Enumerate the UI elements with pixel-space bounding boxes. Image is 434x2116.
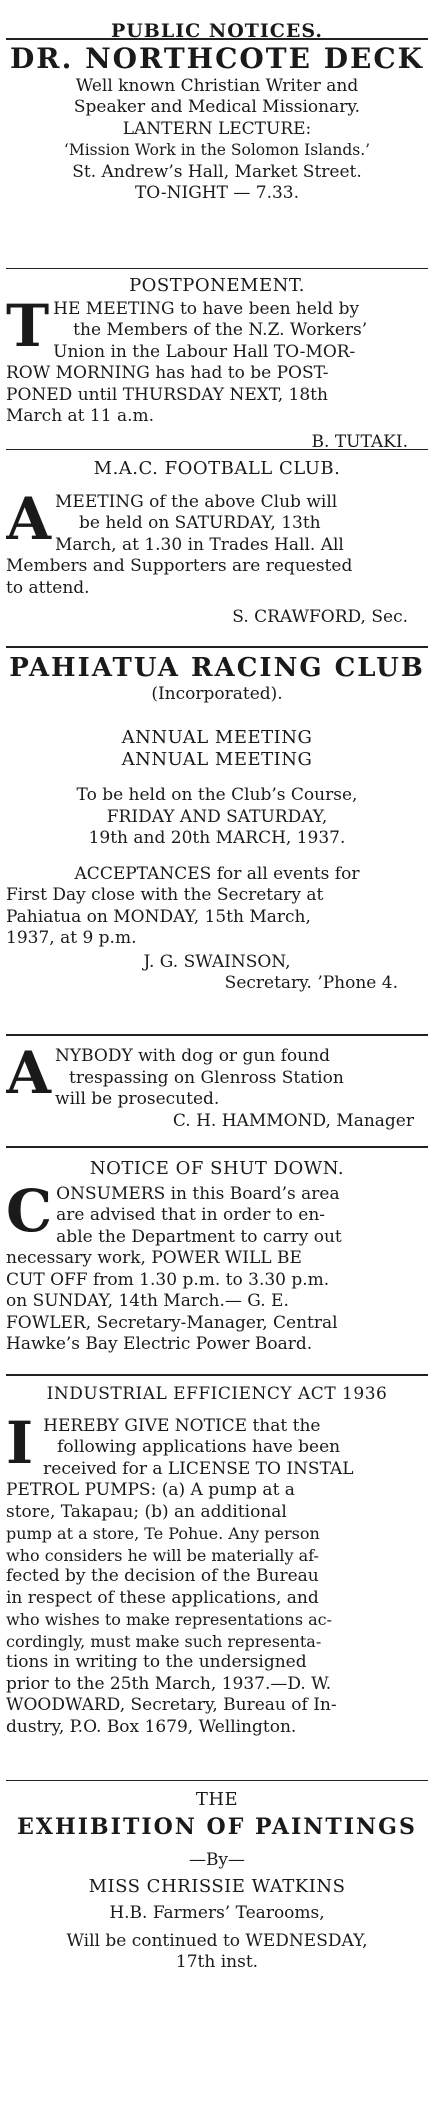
racing-meeting: ANNUAL MEETING [121, 749, 313, 770]
industrial-heading: INDUSTRIAL EFFICIENCY ACT 1936 [46, 1384, 388, 1404]
deck-line: TO-NIGHT — 7.33. [134, 183, 300, 203]
exhibition-title: EXHIBITION OF PAINTINGS [17, 1813, 417, 1840]
postponement-line: March at 11 a.m. [6, 406, 155, 426]
mac-line: to attend. [6, 577, 90, 598]
racing-line: 19th and 20th MARCH, 1937. [88, 828, 346, 848]
notice-shut-down [6, 1148, 428, 1374]
racing-signature-name: J. G. SWAINSON, [143, 951, 291, 972]
industrial-line: pump at a store, Te Pohue. Any person [6, 1524, 320, 1543]
exhibition-line: 17th inst. [175, 1952, 259, 1972]
postponement-line: the Members of the N.Z. Workers’ [73, 320, 368, 340]
industrial-line: who considers he will be materially af- [6, 1545, 319, 1565]
deck-line: Well known Christian Writer and [75, 75, 359, 96]
trespass-line: will be prosecuted. [55, 1089, 220, 1109]
racing-line: Pahiatua on MONDAY, 15th March, [6, 906, 311, 927]
racing-line: To be held on the Club’s Course, [76, 785, 358, 805]
racing-line: First Day close with the Secretary at [6, 885, 324, 905]
deck-line: ‘Mission Work in the Solomon Islands.’ [63, 141, 371, 159]
industrial-line: tions in writing to the undersigned [6, 1652, 307, 1672]
industrial-line: PETROL PUMPS: (a) A pump at a [6, 1480, 295, 1500]
shutdown-dropcap: C [6, 1176, 53, 1245]
industrial-line: following applications have been [57, 1437, 341, 1457]
shutdown-heading: NOTICE OF SHUT DOWN. [89, 1158, 345, 1179]
racing-line: ACCEPTANCES for all events for [74, 863, 360, 884]
shutdown-line: ONSUMERS in this Board’s area [56, 1183, 340, 1204]
industrial-line: WOODWARD, Secretary, Bureau of In- [6, 1695, 337, 1715]
shutdown-line: on SUNDAY, 14th March.— G. E. [6, 1291, 289, 1311]
mac-line: March, at 1.30 in Trades Hall. All [55, 534, 344, 555]
exhibition-name: MISS CHRISSIE WATKINS [88, 1875, 346, 1897]
mac-line: be held on SATURDAY, 13th [79, 513, 321, 533]
shutdown-line: necessary work, POWER WILL BE [6, 1248, 302, 1268]
postponement-signature: B. TUTAKI. [311, 431, 408, 449]
shutdown-line: are advised that in order to en- [56, 1205, 326, 1225]
industrial-line: in respect of these applications, and [6, 1587, 319, 1608]
postponement-heading: POSTPONEMENT. [129, 275, 305, 296]
mac-line: Members and Supporters are requested [6, 556, 353, 576]
mac-signature: S. CRAWFORD, Sec. [232, 607, 408, 627]
exhibition-line: Will be continued to WEDNESDAY, [66, 1930, 368, 1951]
exhibition-the: THE [195, 1789, 239, 1810]
mac-dropcap: A [6, 484, 52, 553]
industrial-dropcap: I [6, 1408, 34, 1477]
mac-heading: M.A.C. FOOTBALL CLUB. [93, 458, 341, 479]
exhibition-venue: H.B. Farmers’ Tearooms, [109, 1903, 325, 1923]
notice-exhibition [6, 1781, 428, 2081]
racing-meeting: ANNUAL MEETING [121, 727, 313, 748]
trespass-line: trespassing on Glenross Station [69, 1067, 344, 1088]
notice-deck [6, 40, 428, 268]
shutdown-line: FOWLER, Secretary-Manager, Central [6, 1312, 338, 1333]
trespass-line: NYBODY with dog or gun found [55, 1046, 330, 1066]
postponement-line: ROW MORNING has had to be POST- [6, 363, 329, 383]
racing-line: FRIDAY AND SATURDAY, [106, 806, 328, 827]
industrial-line: fected by the decision of the Bureau [6, 1566, 319, 1586]
deck-line: Speaker and Medical Missionary. [73, 97, 361, 117]
industrial-line: HEREBY GIVE NOTICE that the [43, 1415, 321, 1436]
racing-title: PAHIATUA RACING CLUB [9, 653, 425, 683]
deck-line: St. Andrew’s Hall, Market Street. [72, 161, 362, 182]
postponement-dropcap: T [6, 291, 50, 360]
industrial-line: received for a LICENSE TO INSTAL [43, 1458, 354, 1479]
racing-signature-role: Secretary. ’Phone 4. [224, 973, 398, 993]
shutdown-line: CUT OFF from 1.30 p.m. to 3.30 p.m. [6, 1269, 330, 1290]
deck-title: DR. NORTHCOTE DECK [10, 42, 424, 75]
section-header: PUBLIC NOTICES. [110, 20, 324, 42]
industrial-line: dustry, P.O. Box 1679, Wellington. [6, 1716, 297, 1737]
industrial-line: who wishes to make representations ac- [6, 1610, 333, 1629]
deck-line: LANTERN LECTURE: [122, 118, 312, 139]
racing-line: 1937, at 9 p.m. [6, 928, 137, 948]
exhibition-by: —By— [188, 1850, 246, 1870]
postponement-line: HE MEETING to have been held by [53, 298, 360, 319]
trespass-signature: C. H. HAMMOND, Manager [172, 1110, 414, 1131]
postponement-line: Union in the Labour Hall TO-MOR- [53, 341, 356, 362]
postponement-line: PONED until THURSDAY NEXT, 18th [6, 384, 328, 405]
industrial-line: prior to the 25th March, 1937.—D. W. [6, 1673, 332, 1694]
notice-mac-football [6, 450, 428, 646]
notice-pahiatua-racing [6, 648, 428, 1034]
mac-line: MEETING of the above Club will [55, 491, 338, 512]
notice-postponement [6, 269, 428, 449]
racing-subtitle: (Incorporated). [151, 683, 283, 704]
industrial-line: store, Takapau; (b) an additional [6, 1501, 287, 1522]
industrial-line: cordingly, must make such representa- [6, 1631, 322, 1651]
shutdown-line: able the Department to carry out [56, 1226, 342, 1247]
notice-industrial-efficiency [6, 1376, 428, 1780]
trespass-dropcap: A [6, 1039, 52, 1107]
shutdown-line: Hawke’s Bay Electric Power Board. [6, 1334, 313, 1354]
notice-trespass [6, 1036, 428, 1146]
